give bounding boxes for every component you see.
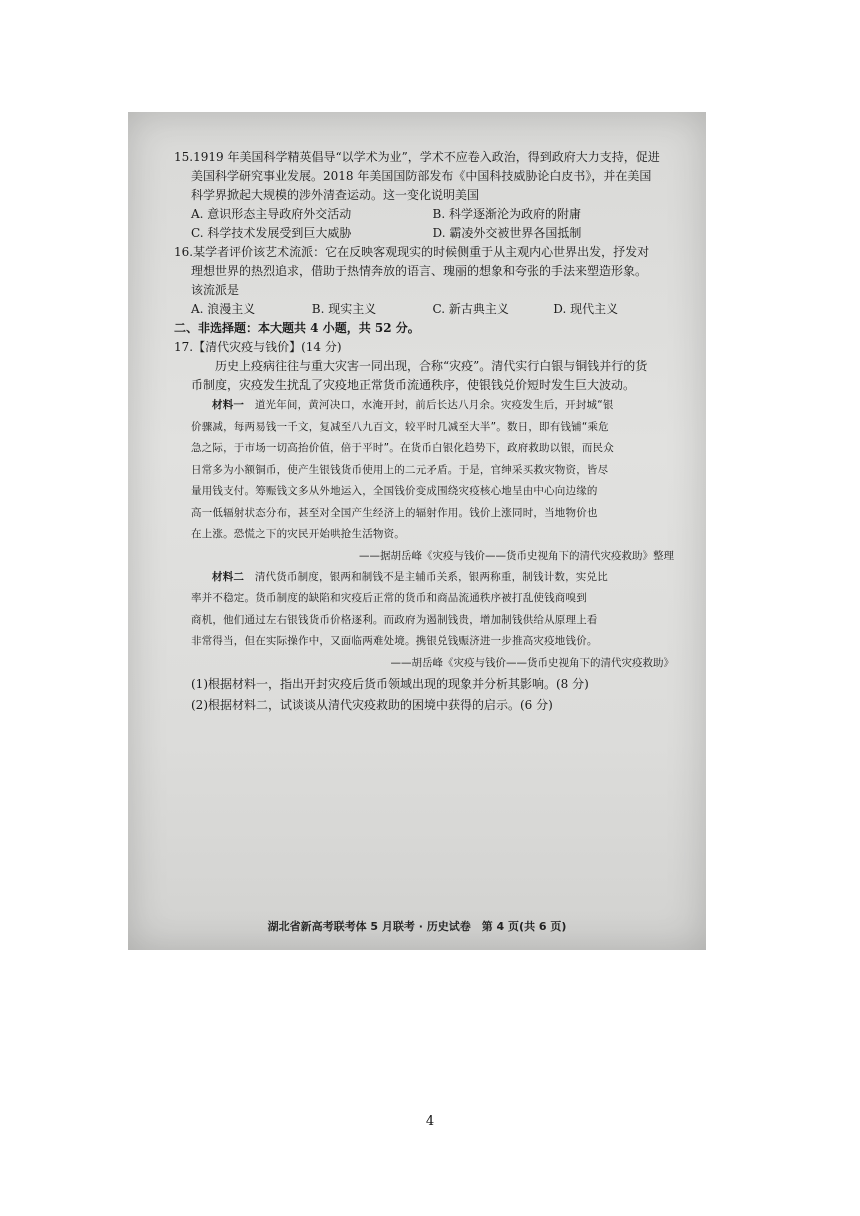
material-one xyxy=(174,395,674,567)
q17-intro-line2: 币制度，灾疫发生扰乱了灾疫地正常货币流通秩序，使银钱兑价短时发生巨大波动。 xyxy=(191,378,636,392)
material-one-source: ——据胡岳峰《灾疫与钱价——货币史视角下的清代灾疫救助》整理 xyxy=(359,549,674,562)
exam-footer: 湖北省新高考联考体 5 月联考 · 历史试卷 第 4 页(共 6 页) xyxy=(267,920,567,933)
q17-subquestion-2: (2)根据材料二，试谈谈从清代灾疫救助的困境中获得的启示。(6 分) xyxy=(191,697,553,712)
material-two-line: 非常得当，但在实际操作中，又面临两难处境。携银兑钱赈济进一步推高灾疫地钱价。 xyxy=(191,635,598,647)
q16-option-a: A. 浪漫主义 xyxy=(191,302,256,316)
q16-option-b: B. 现实主义 xyxy=(311,302,377,316)
material-one-line: 高一低辐射状态分布，甚至对全国产生经济上的辐射作用。钱价上涨同时，当地物价也 xyxy=(191,506,598,519)
q15-stem-line1: 15.1919 年美国科学精英倡导“以学术为业”，学术不应卷入政治，得到政府大力支持，促进 xyxy=(174,150,660,164)
q15-options xyxy=(174,205,674,243)
material-two-source: ——胡岳峰《灾疫与钱价——货币史视角下的清代灾疫救助》 xyxy=(390,656,674,669)
q16-options xyxy=(174,300,674,319)
page-content xyxy=(174,148,674,716)
q17-subquestion-1: (1)根据材料一，指出开封灾疫后货币领域出现的现象并分析其影响。(8 分) xyxy=(191,676,589,691)
q15-option-a: A. 意识形态主导政府外交活动 xyxy=(191,207,352,221)
material-two xyxy=(174,567,674,674)
material-one-line: 量用钱支付。筹赈钱文多从外地运入，全国钱价变成围绕灾疫核心地呈由中心向边缘的 xyxy=(191,485,598,497)
material-one-line: 材料一 道光年间，黄河决口，水淹开封，前后长达八月余。灾疫发生后，开封城“银 xyxy=(212,399,614,411)
q17-intro-line1: 历史上疫病往往与重大灾害一同出现，合称“灾疫”。清代实行白银与铜钱并行的货 xyxy=(215,359,648,373)
material-one-line: 急之际，于市场一切高抬价值，倍于平时”。在货币白银化趋势下，政府救助以银，而民众 xyxy=(191,442,614,454)
q16-stem-line3: 该流派是 xyxy=(191,283,240,297)
q15-stem-line2: 美国科学研究事业发展。2018 年美国国防部发布《中国科技威胁论白皮书》，并在美国 xyxy=(191,169,652,183)
question-16 xyxy=(174,243,674,319)
material-two-line: 商机，他们通过左右银钱货币价格逐利。而政府为遏制钱贵，增加制钱供给从原理上看 xyxy=(191,613,598,626)
page-number: 4 xyxy=(425,1114,435,1129)
q15-number: 15. xyxy=(174,150,194,164)
material-one-line: 日常多为小额铜币，使产生银钱货币使用上的二元矛盾。于是，官绅采买救灾物资，皆尽 xyxy=(191,463,609,476)
question-15 xyxy=(174,148,674,243)
question-17 xyxy=(174,338,674,716)
material-two-line: 材料二 清代货币制度，银两和制钱不是主辅币关系，银两称重，制钱计数，实兑比 xyxy=(212,570,608,583)
q15-option-b: B. 科学逐渐沦为政府的附庸 xyxy=(432,207,581,221)
q15-option-c: C. 科学技术发展受到巨大威胁 xyxy=(191,226,352,240)
material-one-line: 价骤减，每两易钱一千文，复减至八九百文，较平时几减至大半”。数日，即有钱铺“乘危 xyxy=(191,420,609,433)
q17-heading: 17.【清代灾疫与钱价】(14 分) xyxy=(174,340,342,354)
material-one-label: 材料一 xyxy=(212,399,245,411)
q16-stem-line1: 16.某学者评价该艺术流派：它在反映客观现实的时候侧重于从主观内心世界出发，抒发对 xyxy=(174,245,650,259)
q16-number: 16. xyxy=(174,245,194,259)
material-one-line: 在上涨。恐慌之下的灾民开始哄抢生活物资。 xyxy=(191,528,405,540)
q16-stem-line2: 理想世界的热烈追求，借助于热情奔放的语言、瑰丽的想象和夸张的手法来塑造形象。 xyxy=(191,264,648,278)
section-heading: 二、非选择题：本大题共 4 小题，共 52 分。 xyxy=(174,321,420,335)
q16-option-c: C. 新古典主义 xyxy=(432,302,509,316)
scanned-exam-page xyxy=(128,112,706,950)
material-two-line: 率并不稳定。货币制度的缺陷和灾疫后正常的货币和商品流通秩序被打乱使钱商嗅到 xyxy=(191,592,587,604)
q16-option-d: D. 现代主义 xyxy=(553,302,619,316)
q15-stem-line3: 科学界掀起大规模的涉外清查运动。这一变化说明美国 xyxy=(191,188,480,202)
material-two-label: 材料二 xyxy=(212,570,245,583)
q15-option-d: D. 霸凌外交被世界各国抵制 xyxy=(432,226,582,240)
